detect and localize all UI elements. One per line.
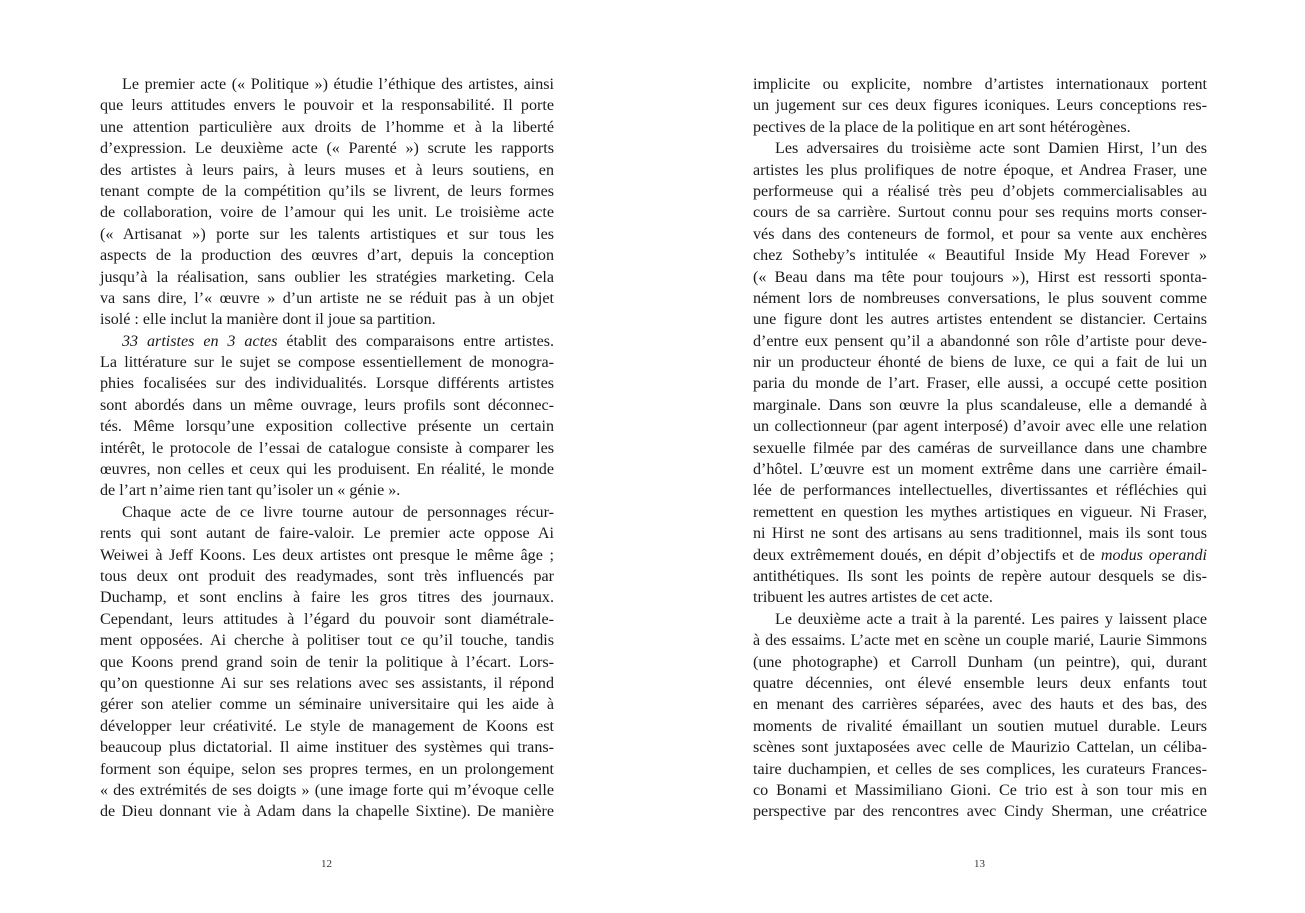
line-text: Weiwei à Jeff Koons. Les deux artistes ont presque le même âge ; — [100, 546, 554, 564]
line-text: La littérature sur le sujet se compose essentiellement de monogra- — [100, 354, 554, 372]
line-text: va sans dire, l’« œuvre » d’un artiste ne se réduit pas à un objet — [100, 289, 554, 307]
line-text: tenant compte de la compétition qu’ils se livrent, de leurs formes — [100, 182, 554, 200]
text-line — [753, 716, 1207, 737]
text-line — [100, 309, 554, 330]
line-text: co Bonami et Massimiliano Gioni. Ce trio est à son tour mis en — [753, 781, 1207, 799]
text-line — [753, 737, 1207, 758]
text-line — [100, 438, 554, 459]
text-line — [100, 801, 554, 822]
text-line — [753, 373, 1207, 394]
line-text: « des extrémités de ses doigts » (une image forte qui m’évoque celle — [100, 781, 554, 799]
text-line — [753, 438, 1207, 459]
text-line — [753, 288, 1207, 309]
line-text: Duchamp, et sont enclins à faire les gros titres des journaux. — [100, 589, 554, 607]
line-text: lée de performances intellectuelles, divertissantes et réfléchies qui — [753, 482, 1207, 500]
line-text: deux extrêmement doués, en dépit d’objectifs et de — [753, 546, 1101, 564]
text-line — [753, 245, 1207, 266]
line-text: tés. Même lorsqu’une exposition collective présente un certain — [100, 418, 554, 436]
line-text: Chaque acte de ce livre tourne autour de personnages récur- — [122, 503, 554, 521]
line-text: aspects de la production des œuvres d’art, depuis la conception — [100, 247, 554, 265]
line-text: des artistes à leurs pairs, à leurs muses et à leurs soutiens, en — [100, 161, 554, 179]
text-line — [100, 673, 554, 694]
line-text: chez Sotheby’s intitulée « Beautiful Inside My Head Forever » — [753, 247, 1207, 265]
text-line — [100, 523, 554, 544]
text-line — [100, 502, 554, 523]
line-text: antithétiques. Ils sont les points de repère autour desquels se dis- — [753, 567, 1207, 585]
text-line — [100, 373, 554, 394]
line-text: de l’art n’aime rien tant qu’isoler un « génie ». — [100, 482, 401, 500]
italic-term: modus operandi — [1100, 546, 1207, 564]
line-text: à des essaims. L’acte met en scène un couple marié, Laurie Simmons — [753, 632, 1207, 650]
line-text: d’expression. Le deuxième acte (« Parenté ») scrute les rapports — [100, 140, 554, 158]
line-text: nir un producteur éhonté de biens de luxe, ce qui a fait de lui un — [753, 354, 1207, 372]
left-page-number: 12 — [321, 858, 332, 870]
line-text: jusqu’à la réalisation, sans oublier les stratégies marketing. Cela — [100, 268, 554, 286]
text-line — [753, 331, 1207, 352]
line-text: que leurs attitudes envers le pouvoir et la responsabilité. Il porte — [100, 97, 554, 115]
text-line — [100, 117, 554, 138]
text-line — [100, 95, 554, 116]
text-line — [100, 545, 554, 566]
line-text: phies focalisées sur des individualités. Lorsque différents artistes — [100, 375, 554, 393]
text-line — [753, 759, 1207, 780]
text-line — [100, 780, 554, 801]
text-line — [100, 566, 554, 587]
right-page-number: 13 — [974, 858, 985, 870]
line-text: paria du monde de l’art. Fraser, elle aussi, a occupé cette position — [753, 375, 1207, 393]
text-line — [100, 694, 554, 715]
text-line — [100, 737, 554, 758]
line-text: qu’on questionne Ai sur ses relations avec ses assistants, il répond — [100, 674, 554, 692]
line-text: rents qui sont autant de faire-valoir. Le premier acte oppose Ai — [100, 525, 554, 543]
text-line — [753, 74, 1207, 95]
text-line — [100, 416, 554, 437]
text-line — [100, 480, 554, 501]
line-text: implicite ou explicite, nombre d’artistes internationaux portent — [753, 76, 1207, 93]
line-text: artistes les plus prolifiques de notre époque, et Andrea Fraser, une — [753, 161, 1207, 179]
line-text: Cependant, leurs attitudes à l’égard du pouvoir sont diamétrale- — [100, 610, 554, 628]
line-text: que Koons prend grand soin de tenir la politique à l’écart. Lors- — [100, 653, 554, 671]
line-text: ni Hirst ne sont des artisans au sens traditionnel, mais ils sont tous — [753, 525, 1207, 543]
line-text: vés dans des conteneurs de formol, et pour sa vente aux enchères — [753, 225, 1207, 243]
text-line — [753, 780, 1207, 801]
line-text: d’hôtel. L’œuvre est un moment extrême dans une carrière émail- — [753, 461, 1207, 479]
line-text: scènes sont juxtaposées avec celle de Maurizio Cattelan, un céliba- — [753, 739, 1207, 757]
text-line — [100, 288, 554, 309]
line-text: (une photographe) et Carroll Dunham (un peintre), qui, durant — [753, 653, 1207, 671]
line-text: sont abordés dans un même ouvrage, leurs profils sont déconnec- — [100, 396, 554, 414]
text-line — [100, 395, 554, 416]
text-line — [753, 609, 1207, 630]
line-text: de Dieu donnant vie à Adam dans la chapelle Sixtine). De manière — [100, 803, 554, 821]
text-line — [753, 267, 1207, 288]
text-line — [753, 202, 1207, 223]
text-line — [753, 181, 1207, 202]
line-text: isolé : elle inclut la manière dont il joue sa partition. — [100, 311, 436, 329]
text-line — [100, 267, 554, 288]
line-text: tribuent les autres artistes de cet acte. — [753, 589, 993, 607]
line-text: cours de sa carrière. Surtout connu pour ses requins morts conser- — [753, 204, 1207, 222]
text-line — [100, 202, 554, 223]
right-page — [652, 0, 1305, 913]
text-line — [753, 480, 1207, 501]
text-line — [753, 117, 1207, 138]
line-text: un jugement sur ces deux figures iconiques. Leurs conceptions res- — [753, 97, 1207, 115]
text-line — [100, 609, 554, 630]
text-line — [753, 224, 1207, 245]
text-line — [753, 523, 1207, 544]
line-text: beaucoup plus dictatorial. Il aime instituer des systèmes qui trans- — [100, 739, 554, 757]
line-text: forment son équipe, selon ses propres termes, en un prolongement — [100, 760, 554, 778]
line-text: perspective par des rencontres avec Cindy Sherman, une créatrice — [753, 803, 1207, 821]
text-line — [100, 331, 554, 352]
line-text: intérêt, le protocole de l’essai de catalogue consiste à comparer les — [100, 439, 554, 457]
line-text: tous deux ont produit des readymades, sont très influencés par — [100, 567, 554, 585]
text-line — [100, 74, 554, 95]
line-text: Le deuxième acte a trait à la parenté. Les paires y laissent place — [775, 610, 1207, 628]
text-line — [753, 160, 1207, 181]
text-line — [753, 630, 1207, 651]
line-text: ment opposées. Ai cherche à politiser tout ce qu’il touche, tandis — [100, 632, 554, 650]
line-text: établit des comparaisons entre artistes. — [277, 332, 554, 350]
text-line — [100, 245, 554, 266]
text-line — [753, 138, 1207, 159]
text-line — [753, 652, 1207, 673]
line-text: moments de rivalité émaillant un soutien mutuel durable. Leurs — [753, 717, 1207, 735]
line-text: (« Beau dans ma tête pour toujours »), Hirst est ressorti sponta- — [753, 268, 1207, 286]
italic-title: 33 artistes en 3 actes — [122, 332, 278, 350]
text-line — [753, 459, 1207, 480]
line-text: de collaboration, voire de l’amour qui les unit. Le troisième acte — [100, 204, 554, 222]
text-line — [753, 566, 1207, 587]
line-text: œuvres, non celles et ceux qui les produisent. En réalité, le monde — [100, 461, 554, 479]
line-text: un collectionneur (par agent interposé) d’avoir avec elle une relation — [753, 418, 1207, 436]
text-line — [753, 801, 1207, 822]
line-text: d’entre eux pensent qu’il a abandonné son rôle d’artiste pour deve- — [753, 332, 1207, 350]
text-line — [753, 502, 1207, 523]
line-text: pectives de la place de la politique en art sont hétérogènes. — [753, 118, 1131, 136]
line-text: taire duchampien, et celles de ses complices, les curateurs Frances- — [753, 760, 1207, 778]
left-page-text — [100, 74, 554, 823]
line-text: Le premier acte (« Politique ») étudie l’éthique des artistes, ainsi — [122, 76, 554, 93]
line-text: (« Artisanat ») porte sur les talents artistiques et sur tous les — [100, 225, 554, 243]
line-text: performeuse qui a réalisé très peu d’objets commercialisables au — [753, 182, 1207, 200]
line-text: quatre décennies, ont élevé ensemble leurs deux enfants tout — [753, 674, 1207, 692]
text-line — [753, 545, 1207, 566]
line-text: marginale. Dans son œuvre la plus scandaleuse, elle a demandé à — [753, 396, 1207, 414]
line-text: une figure dont les autres artistes entendent se distancier. Certains — [753, 311, 1207, 329]
line-text: en menant des carrières séparées, avec des hauts et des bas, des — [753, 696, 1207, 714]
text-line — [100, 459, 554, 480]
text-line — [100, 759, 554, 780]
line-text: Les adversaires du troisième acte sont Damien Hirst, l’un des — [775, 140, 1207, 158]
left-page — [0, 0, 652, 913]
text-line — [100, 160, 554, 181]
line-text: une attention particulière aux droits de l’homme et à la liberté — [100, 118, 554, 136]
text-line — [100, 352, 554, 373]
text-line — [753, 587, 1207, 608]
text-line — [100, 587, 554, 608]
line-text: remettent en question les mythes artistiques en vigueur. Ni Fraser, — [753, 503, 1207, 521]
text-line — [100, 181, 554, 202]
text-line — [753, 395, 1207, 416]
line-text: gérer son atelier comme un séminaire universitaire qui les aide à — [100, 696, 554, 714]
text-line — [753, 309, 1207, 330]
text-line — [753, 694, 1207, 715]
text-line — [753, 95, 1207, 116]
line-text: sexuelle filmée par des caméras de surveillance dans une chambre — [753, 439, 1207, 457]
text-line — [100, 630, 554, 651]
text-line — [100, 224, 554, 245]
text-line — [100, 716, 554, 737]
line-text: nément lors de nombreuses conversations, le plus souvent comme — [753, 289, 1207, 307]
text-line — [100, 138, 554, 159]
text-line — [753, 416, 1207, 437]
text-line — [100, 652, 554, 673]
line-text: développer leur créativité. Le style de management de Koons est — [100, 717, 554, 735]
text-line — [753, 673, 1207, 694]
right-page-text — [753, 74, 1207, 823]
text-line — [753, 352, 1207, 373]
